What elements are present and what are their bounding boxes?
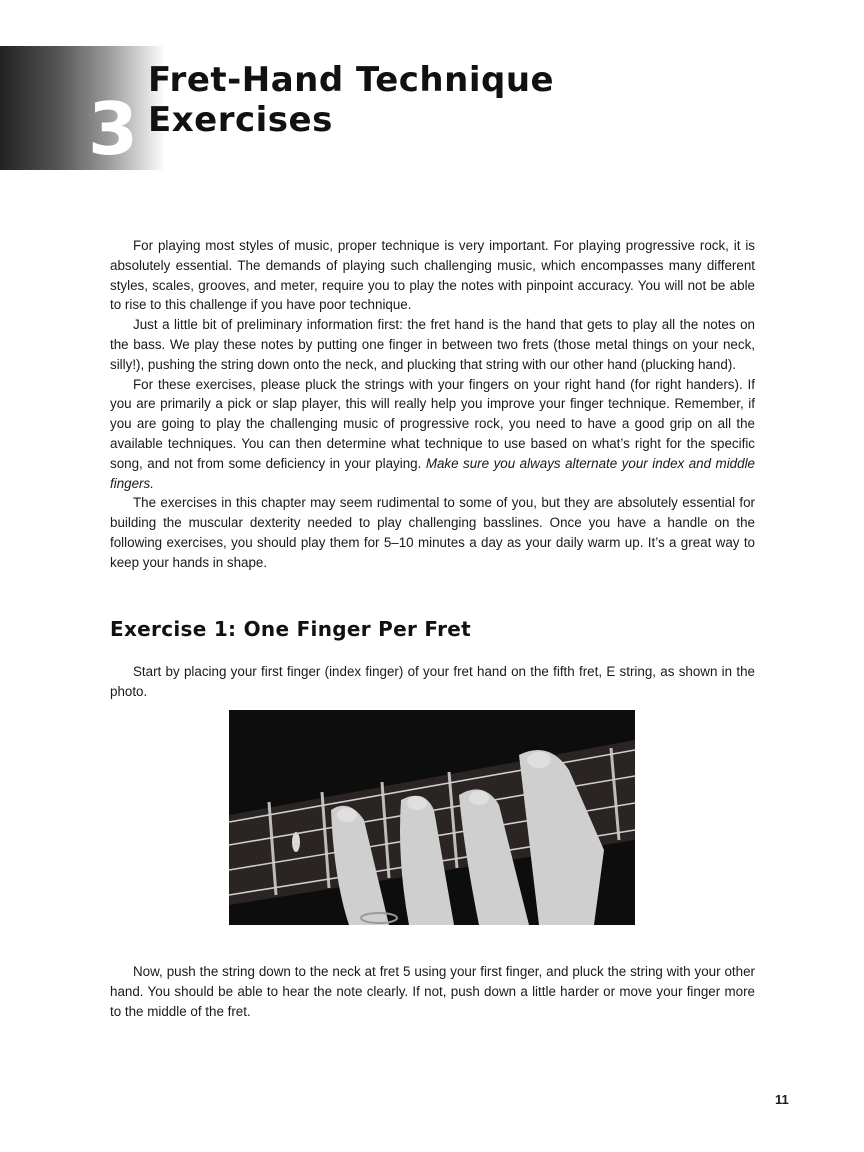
paragraph: Start by placing your first finger (index finger) of your fret hand on the fifth fret, E string, as shown in the photo. (110, 664, 755, 699)
section-text (110, 662, 755, 702)
intro-text (110, 236, 755, 573)
chapter-number: 3 (88, 87, 137, 171)
paragraph: Just a little bit of preliminary information first: the fret hand is the hand that gets to play all the notes on the bass. We play these notes by putting one finger in between two frets (those metal things on your neck, silly!), pushing the string down onto the neck, and plucking that string with our other hand (plucking hand). (110, 317, 755, 372)
paragraph (110, 375, 755, 494)
chapter-band (0, 46, 165, 170)
chapter-title-line2: Exercises (148, 100, 333, 140)
section-text-continued (110, 962, 755, 1021)
fretboard-photo (229, 710, 635, 925)
paragraph-text: For these exercises, please pluck the strings with your fingers on your right hand (for right handers). If you are primarily a pick or slap player, this will really help you improve your finger technique. Remember, if you are going to play the challenging music of progressive rock, you need to have a good grip on all the available techniques. You can then determine what technique to use based on what’s right for the specific song, and not from some deficiency in your playing. (110, 376, 755, 471)
chapter-title-line1: Fret-Hand Technique (148, 60, 555, 100)
emphasis-text: Make sure you always alternate your index and middle fingers. (110, 455, 755, 491)
section-heading: Exercise 1: One Finger Per Fret (110, 617, 471, 641)
paragraph: Now, push the string down to the neck at fret 5 using your first finger, and pluck the string with your other hand. You should be able to hear the note clearly. If not, push down a little harder or move your finger more to the middle of the fret. (110, 964, 755, 1019)
chapter-title (148, 60, 554, 140)
paragraph: The exercises in this chapter may seem rudimental to some of you, but they are absolutely essential for building the muscular dexterity needed to play challenging basslines. Once you have a handle on the following exercises, you should play them for 5–10 minutes a day as your daily warm up. It’s a great way to keep your hands in shape. (110, 495, 755, 570)
paragraph: For playing most styles of music, proper technique is very important. For playing progressive rock, it is absolutely essential. The demands of playing such challenging music, which encompasses many different styles, scales, grooves, and meter, require you to play the notes with pinpoint accuracy. You will not be able to rise to this challenge if you have poor technique. (110, 238, 755, 313)
page-number: 11 (775, 1092, 789, 1107)
